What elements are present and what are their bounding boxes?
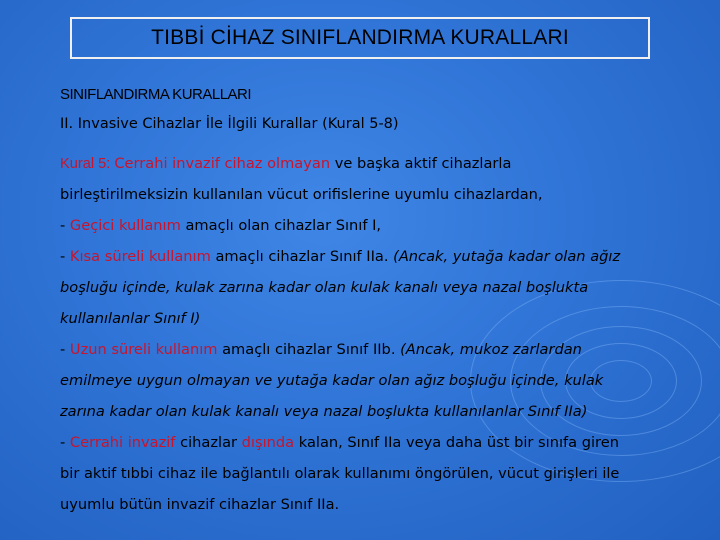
body-text: ve başka aktif cihazlarla <box>330 155 512 172</box>
rule-line <box>60 334 700 365</box>
section-heading: II. Invasive Cihazlar İle İlgili Kurallar (Kural 5-8) <box>60 116 399 132</box>
body-text: amaçlı cihazlar Sınıf IIa. <box>210 248 394 265</box>
highlight-text: Cerrahi invazif cihaz olmayan <box>114 155 331 172</box>
highlight-text: Geçici kullanım <box>69 217 181 234</box>
rule-line <box>60 241 700 272</box>
slide-title: TIBBİ CİHAZ SINIFLANDIRMA KURALLARI <box>70 17 650 59</box>
highlight-text: Cerrahi invazif <box>69 434 176 451</box>
rule-line <box>60 210 700 241</box>
body-text: cihazlar <box>175 434 242 451</box>
rule-line: bir aktif tıbbi cihaz ile bağlantılı olarak kullanımı öngörülen, vücut girişleri ile <box>60 465 620 482</box>
body-text: kalan, Sınıf IIa veya daha üst bir sınıfa giren <box>294 434 619 451</box>
highlight-text: Uzun süreli kullanım <box>69 341 218 358</box>
rule-line: emilmeye uygun olmayan ve yutağa kadar olan ağız boşluğu içinde, kulak <box>60 372 604 389</box>
bullet-dash: - <box>60 217 70 234</box>
rule-line: boşluğu içinde, kulak zarına kadar olan kulak kanalı veya nazal boşlukta <box>60 279 589 296</box>
bullet-dash: - <box>60 248 70 265</box>
rule-line <box>60 427 700 458</box>
rule-line: zarına kadar olan kulak kanalı veya nazal boşlukta kullanılanlar Sınıf IIa) <box>60 403 588 420</box>
bullet-dash: - <box>60 434 70 451</box>
body-text: amaçlı cihazlar Sınıf IIb. <box>217 341 401 358</box>
body-text: amaçlı olan cihazlar Sınıf I, <box>180 217 382 234</box>
subheading: SINIFLANDIRMA KURALLARI <box>60 86 252 103</box>
highlight-text: Kısa süreli kullanım <box>69 248 211 265</box>
rule-body <box>60 148 700 520</box>
rule-number: Kural 5: <box>60 156 115 172</box>
highlight-text: dışında <box>241 434 295 451</box>
rule-line <box>60 148 700 179</box>
bullet-dash: - <box>60 341 70 358</box>
rule-line: birleştirilmeksizin kullanılan vücut orifislerine uyumlu cihazlardan, <box>60 186 543 203</box>
note-text: (Ancak, yutağa kadar olan ağız <box>393 248 621 265</box>
rule-line: kullanılanlar Sınıf I) <box>60 310 201 327</box>
rule-line: uyumlu bütün invazif cihazlar Sınıf IIa. <box>60 496 340 513</box>
note-text: (Ancak, mukoz zarlardan <box>400 341 582 358</box>
